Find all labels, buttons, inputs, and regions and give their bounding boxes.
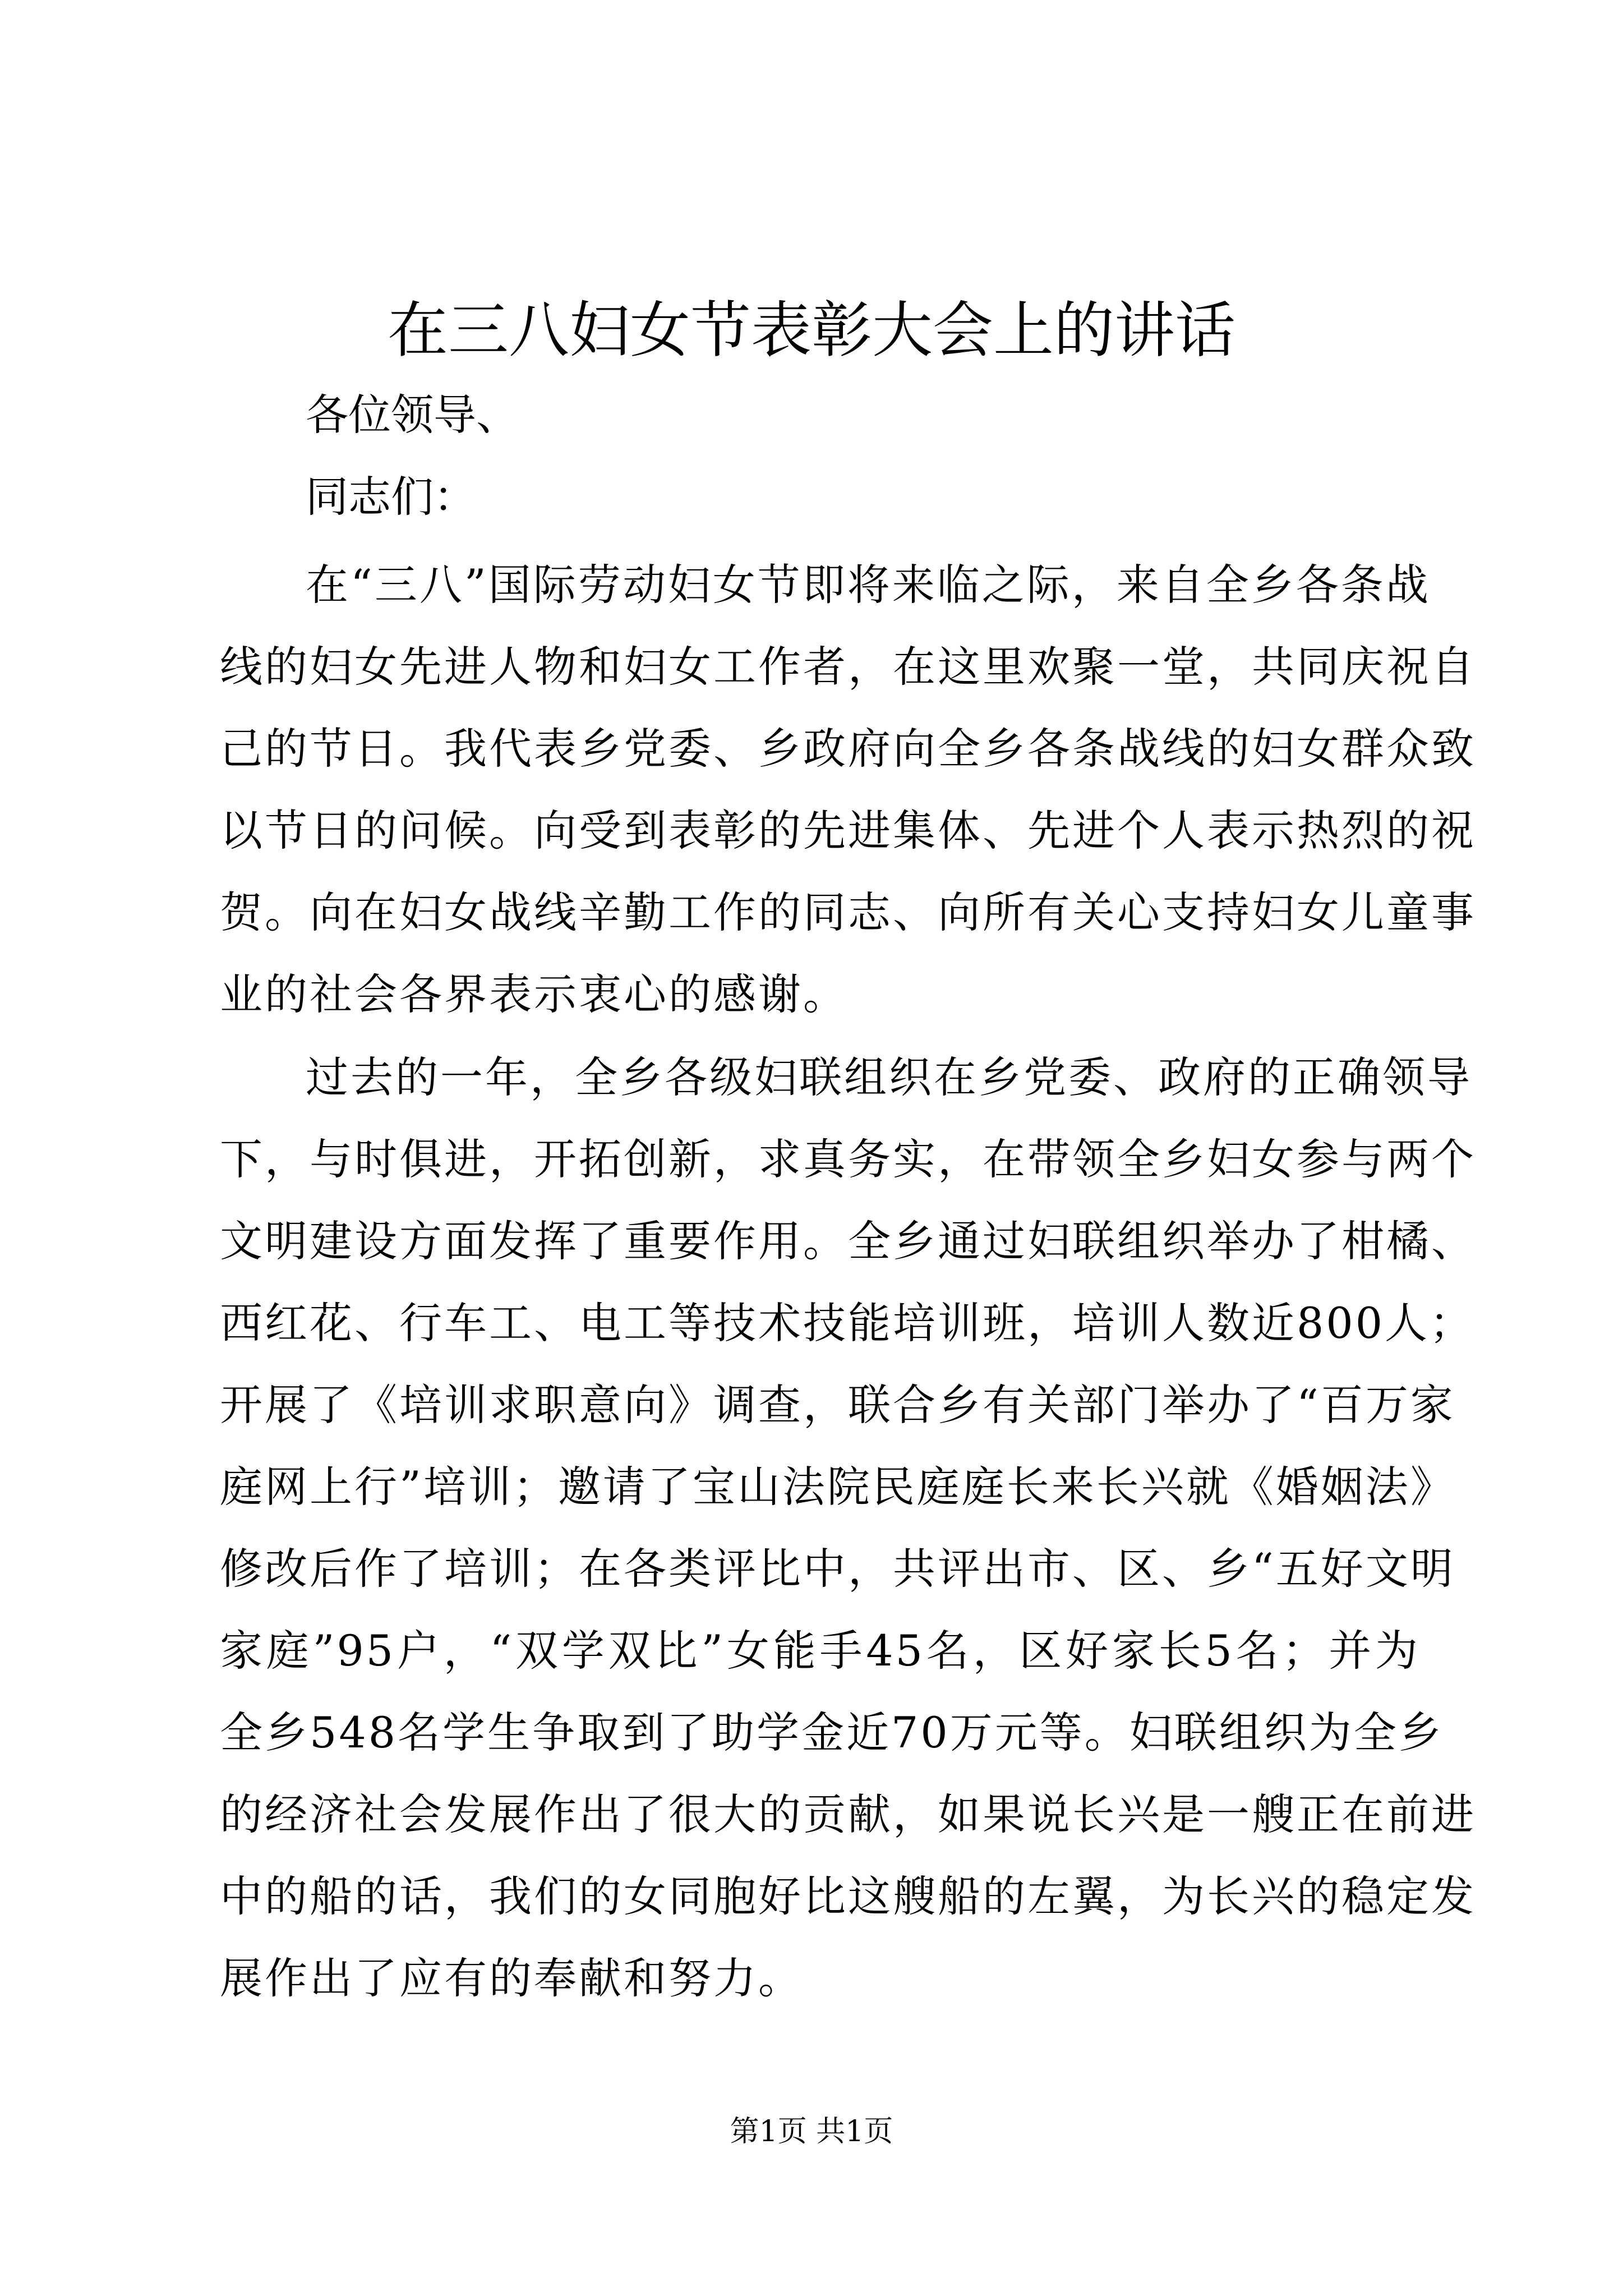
page-number-footer: 第1页 共1页 bbox=[730, 2115, 893, 2148]
salutation-comrades: 同志们： bbox=[306, 472, 476, 522]
paragraph-line: 家庭”95户，“双学双比”女能手45名，区好家长5名；并为 bbox=[220, 1626, 1420, 1676]
paragraph-line: 业的社会各界表示衷心的感谢。 bbox=[220, 969, 848, 1019]
paragraph-line: 过去的一年，全乡各级妇联组织在乡党委、政府的正确领导 bbox=[306, 1052, 1472, 1102]
paragraph-line: 在“三八”国际劳动妇女节即将来临之际，来自全乡各条战 bbox=[306, 560, 1431, 610]
paragraph-line: 下，与时俱进，开拓创新，求真务实，在带领全乡妇女参与两个 bbox=[220, 1134, 1476, 1184]
document-title: 在三八妇女节表彰大会上的讲话 bbox=[387, 296, 1235, 366]
paragraph-opening bbox=[220, 544, 1476, 1036]
paragraph-line: 以节日的问候。向受到表彰的先进集体、先进个人表示热烈的祝 bbox=[220, 806, 1476, 855]
paragraph-line: 中的船的话，我们的女同胞好比这艘船的左翼，为长兴的稳定发 bbox=[220, 1871, 1476, 1921]
paragraph-line: 西红花、行车工、电工等技术技能培训班，培训人数近800人； bbox=[220, 1298, 1475, 1348]
paragraph-review bbox=[220, 1037, 1476, 2019]
paragraph-line: 庭网上行”培训；邀请了宝山法院民庭庭长来长兴就《婚姻法》 bbox=[220, 1462, 1455, 1512]
paragraph-line: 全乡548名学生争取到了助学金近70万元等。妇联组织为全乡 bbox=[220, 1708, 1444, 1757]
paragraph-line: 修改后作了培训；在各类评比中，共评出市、区、乡“五好文明 bbox=[220, 1544, 1455, 1594]
paragraph-line: 线的妇女先进人物和妇女工作者，在这里欢聚一堂，共同庆祝自 bbox=[220, 642, 1476, 692]
paragraph-line: 己的节日。我代表乡党委、乡政府向全乡各条战线的妇女群众致 bbox=[220, 724, 1476, 774]
paragraph-line: 文明建设方面发挥了重要作用。全乡通过妇联组织举办了柑橘、 bbox=[220, 1216, 1476, 1266]
paragraph-line: 的经济社会发展作出了很大的贡献，如果说长兴是一艘正在前进 bbox=[220, 1789, 1476, 1839]
paragraph-line: 展作出了应有的奉献和努力。 bbox=[220, 1953, 803, 2003]
paragraph-line: 开展了《培训求职意向》调查，联合乡有关部门举办了“百万家 bbox=[220, 1380, 1455, 1430]
paragraph-line: 贺。向在妇女战线辛勤工作的同志、向所有关心支持妇女儿童事 bbox=[220, 887, 1476, 937]
salutation-leaders: 各位领导、 bbox=[306, 390, 519, 440]
